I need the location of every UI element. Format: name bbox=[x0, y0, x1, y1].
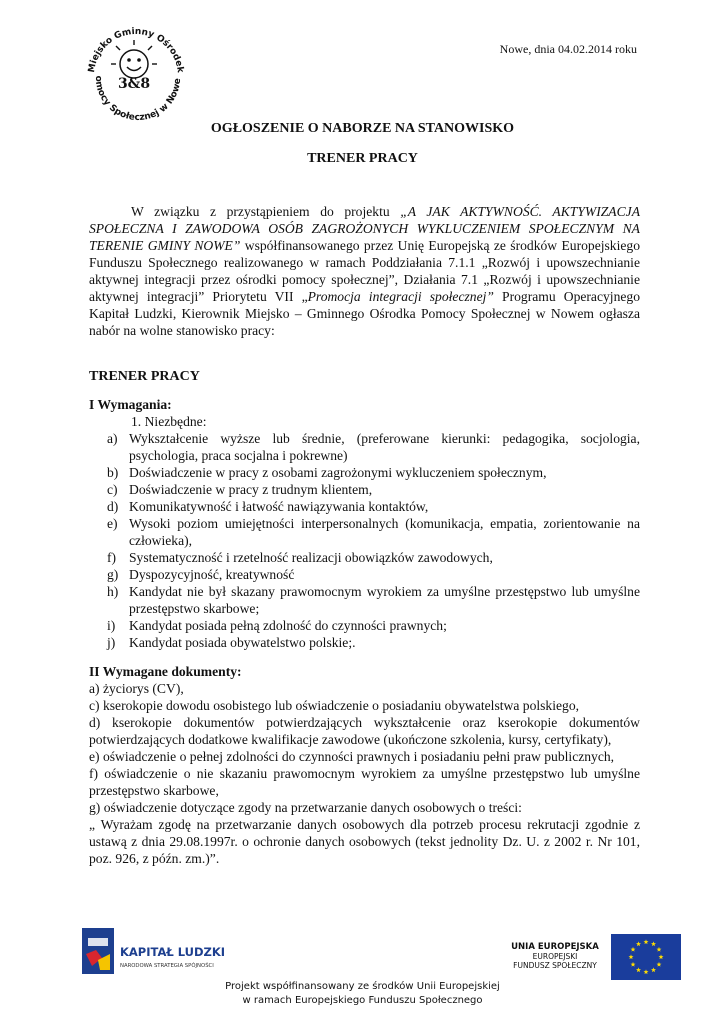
requirement-label: d) bbox=[107, 499, 119, 514]
requirements-subheading: 1. Niezbędne: bbox=[131, 414, 207, 429]
logo-text-bottom: omocy Społecznej w Nowe bbox=[92, 75, 184, 124]
requirement-item bbox=[89, 566, 640, 583]
eu-line3: FUNDUSZ SPOŁECZNY bbox=[513, 961, 597, 970]
kapital-ludzki-logo bbox=[80, 924, 250, 980]
requirement-item bbox=[89, 634, 640, 651]
position-heading: TRENER PRACY bbox=[89, 369, 200, 384]
requirements-list bbox=[89, 430, 640, 651]
requirement-text: Komunikatywność i łatwość nawiązywania kontaktów, bbox=[129, 499, 429, 514]
requirement-item bbox=[89, 617, 640, 634]
requirement-text: Kandydat posiada pełną zdolność do czynności prawnych; bbox=[129, 618, 447, 633]
document-item: a) życiorys (CV), bbox=[89, 681, 184, 696]
documents-heading: II Wymagane dokumenty: bbox=[89, 664, 242, 679]
document-item: „ Wyrażam zgodę na przetwarzanie danych osobowych dla potrzeb procesu rekrutacji zgodnie z ustawą z dnia 29.08.1997r. o ochronie danych osobowych (tekst jednolity Dz. U. z 2002 r. Nr 101, poz. 926, z późn. zm.)”. bbox=[89, 817, 640, 866]
position-title: TRENER PRACY bbox=[307, 151, 418, 166]
eu-text bbox=[505, 942, 605, 970]
requirement-text: Doświadczenie w pracy z osobami zagrożonymi wykluczeniem społecznym, bbox=[129, 465, 547, 480]
requirement-label: g) bbox=[107, 567, 119, 582]
requirement-label: j) bbox=[107, 635, 116, 650]
requirement-item bbox=[89, 430, 640, 464]
requirement-label: b) bbox=[107, 465, 119, 480]
requirements-heading: I Wymagania: bbox=[89, 397, 172, 412]
priority-name: Promocja integracji społecznej” bbox=[307, 289, 494, 304]
requirement-label: a) bbox=[107, 431, 118, 446]
document-item: d) kserokopie dokumentów potwierdzających wykształcenie oraz kserokopie dokumentów potwierdzających dodatkowe kwalifikacje zawodowe (ukończone szkolenia, kursy, certyfikaty), bbox=[89, 715, 640, 747]
footer-note bbox=[0, 980, 725, 1008]
requirement-text: Systematyczność i rzetelność realizacji obowiązków zawodowych, bbox=[129, 550, 493, 565]
document-item: e) oświadczenie o pełnej zdolności do czynności prawnych i posiadaniu pełni praw publicznych, bbox=[89, 749, 615, 764]
requirement-label: c) bbox=[107, 482, 118, 497]
documents-list bbox=[89, 680, 640, 867]
requirement-item bbox=[89, 464, 640, 481]
mgops-logo bbox=[80, 14, 192, 126]
requirement-label: f) bbox=[107, 550, 117, 565]
kl-title: KAPITAŁ LUDZKI bbox=[120, 945, 226, 959]
requirement-item bbox=[89, 515, 640, 549]
requirement-item bbox=[89, 498, 640, 515]
eu-flag-icon bbox=[611, 934, 681, 980]
requirement-item bbox=[89, 549, 640, 566]
kl-subtitle: NARODOWA STRATEGIA SPÓJNOŚCI bbox=[120, 963, 214, 969]
requirement-text: Doświadczenie w pracy z trudnym klientem, bbox=[129, 482, 373, 497]
requirement-text: Dyspozycyjność, kreatywność bbox=[129, 567, 295, 582]
requirement-text: Wykształcenie wyższe lub średnie, (preferowane kierunki: pedagogika, socjologia, psychologia, praca socjalna i pokrewne) bbox=[129, 431, 640, 463]
documents-section bbox=[89, 663, 640, 867]
intro-part2: współfinansowanego przez Unię Europejską ze środków Europejskiego Funduszu Społecznego realizowanego w ramach Poddziałania 7.1.1 „Rozwój i upowszechnianie aktywnej integracji przez ośrodki pomocy społecznej”, Działania 7.1 „Rozwój i upowszechnianie aktywnej integracji” Priorytetu VII „ bbox=[89, 238, 640, 304]
document-item: g) oświadczenie dotyczące zgody na przetwarzanie danych osobowych o treści: bbox=[89, 800, 522, 815]
intro-part1: W związku z przystąpieniem do projektu bbox=[131, 204, 401, 219]
requirement-text: Wysoki poziom umiejętności interpersonalnych (komunikacja, empatia, zorientowanie na człowieka), bbox=[129, 516, 640, 548]
eu-line2: EUROPEJSKI bbox=[532, 952, 578, 961]
requirement-label: e) bbox=[107, 516, 118, 531]
intro-part3: Programu Operacyjnego Kapitał Ludzki, Kierownik Miejsko – Gminnego Ośrodka Pomocy Społecznej w Nowem ogłasza nabór na wolne stanowisko pracy: bbox=[89, 289, 640, 338]
logo-center: 3&8 bbox=[117, 76, 151, 92]
requirement-text: Kandydat nie był skazany prawomocnym wyrokiem za umyślne przestępstwo lub umyślne przestępstwo skarbowe; bbox=[129, 584, 640, 616]
footer-line2: w ramach Europejskiego Funduszu Społecznego bbox=[242, 995, 483, 1006]
requirement-item bbox=[89, 583, 640, 617]
project-name: „A JAK AKTYWNOŚĆ. AKTYWIZACJA SPOŁECZNA I ZAWODOWA OSÓB ZAGROŻONYCH WYKLUCZENIEM SPOŁECZNYM NA TERENIE GMINY NOWE” bbox=[89, 204, 640, 253]
document-item: f) oświadczenie o nie skazaniu prawomocnym wyrokiem za umyślne przestępstwo lub umyślne przestępstwo skarbowe, bbox=[89, 766, 640, 798]
requirements-section bbox=[89, 396, 640, 651]
document-item: c) kserokopie dowodu osobistego lub oświadczenie o posiadaniu obywatelstwa polskiego, bbox=[89, 698, 580, 713]
document-date: Nowe, dnia 04.02.2014 roku bbox=[499, 42, 637, 56]
intro-paragraph bbox=[89, 203, 640, 339]
requirement-label: h) bbox=[107, 584, 119, 599]
requirement-text: Kandydat posiada obywatelstwo polskie;. bbox=[129, 635, 356, 650]
announcement-title: OGŁOSZENIE O NABORZE NA STANOWISKO bbox=[210, 121, 515, 136]
eu-logo bbox=[505, 934, 705, 982]
eu-line1: UNIA EUROPEJSKA bbox=[511, 942, 599, 952]
logo-text-top: Miejsko Gminny Ośrodek bbox=[86, 26, 185, 74]
footer-line1: Projekt współfinansowany ze środków Unii Europejskiej bbox=[225, 981, 500, 992]
requirement-item bbox=[89, 481, 640, 498]
requirement-label: i) bbox=[107, 618, 116, 633]
